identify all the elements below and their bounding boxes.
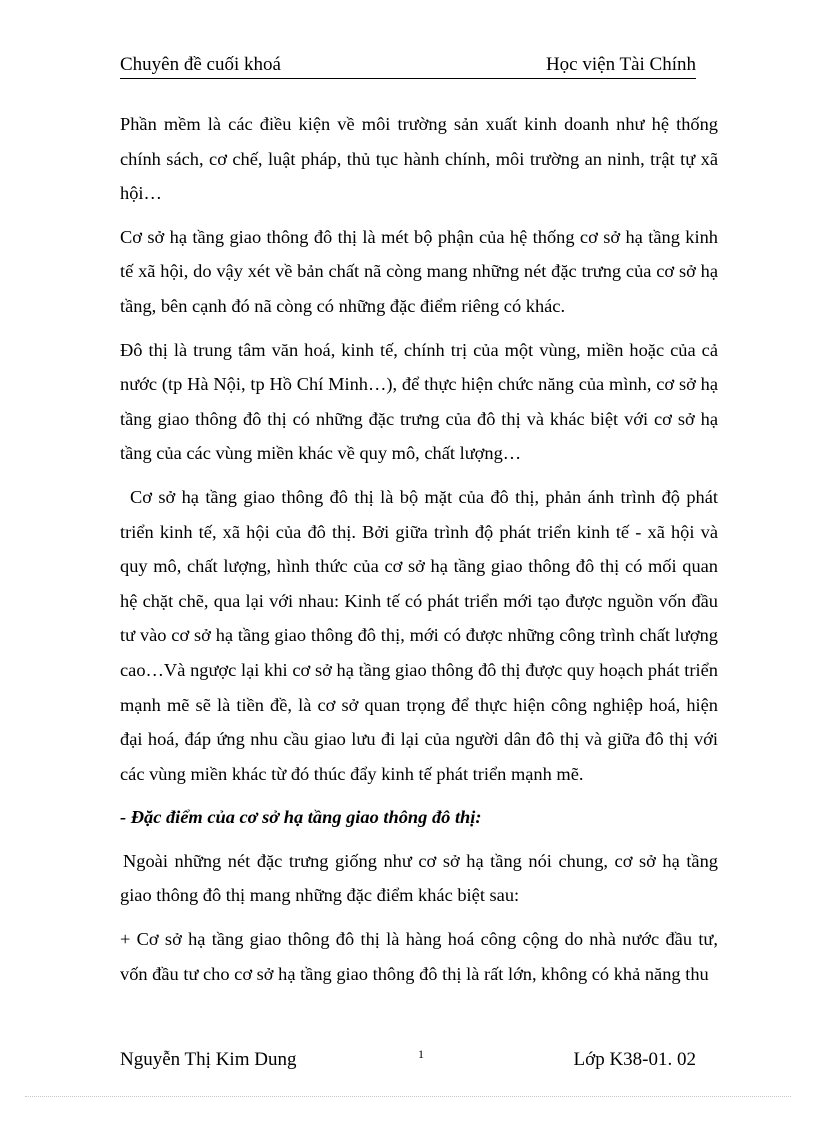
footer-page-number: 1 — [418, 1047, 424, 1061]
paragraph-differences: Ngoài những nét đặc trưng giống như cơ sở hạ tầng nói chung, cơ sở hạ tầng giao thông đô thị mang những đặc điểm khác biệt sau: — [120, 850, 718, 906]
footer-class: Lớp K38-01. 02 — [573, 1049, 696, 1070]
header-left-title: Chuyên đề cuối khoá — [120, 54, 281, 75]
paragraph-urban-center: Đô thị là trung tâm văn hoá, kinh tế, chính trị của một vùng, miền hoặc của cả nước (tp Hà Nội, tp Hồ Chí Minh…), để thực hiện chức năng của mình, cơ sở hạ tầng giao thông đô thị có những đặc trưng của đô thị và khác biệt với cơ sở hạ tầng của các vùng miền khác về quy mô, chất lượng… — [120, 339, 718, 464]
paragraph-urban-face: Cơ sở hạ tầng giao thông đô thị là bộ mặt của đô thị, phản ánh trình độ phát triển kinh tế, xã hội của đô thị. Bởi giữa trình độ phát triển kinh tế - xã hội và quy mô, chất lượng, hình thức của cơ sở hạ tầng giao thông đô thị có mối quan hệ chặt chẽ, qua lại với nhau: Kinh tế có phát triển mới tạo được nguồn vốn đầu tư vào cơ sở hạ tầng giao thông đô thị, mới có được những công trình chất lượng cao…Và ngược lại khi cơ sở hạ tầng giao thông đô thị được quy hoạch phát triển mạnh mẽ sẽ là tiền đề, là cơ sở quan trọng để thực hiện công nghiệp hoá, hiện đại hoá, đáp ứng nhu cầu giao lưu đi lại của người dân đô thị và giữa đô thị với các vùng miền khác từ đó thúc đẩy kinh tế phát triển mạnh mẽ. — [120, 486, 718, 784]
document-body — [120, 107, 718, 1000]
footer-author: Nguyễn Thị Kim Dung — [120, 1049, 297, 1070]
page-header — [120, 50, 696, 79]
page-edge-divider — [25, 1096, 791, 1097]
header-right-title: Học viện Tài Chính — [545, 54, 696, 75]
page-footer — [120, 1047, 696, 1077]
paragraph-software: Phần mềm là các điều kiện về môi trường sản xuất kinh doanh như hệ thống chính sách, cơ chế, luật pháp, thủ tục hành chính, môi trường an ninh, trật tự xã hội… — [120, 114, 718, 204]
section-heading-characteristics: - Đặc điểm của cơ sở hạ tầng giao thông đô thị: — [120, 807, 482, 828]
paragraph-infrastructure-part: Cơ sở hạ tầng giao thông đô thị là mét bộ phận của hệ thống cơ sở hạ tầng kinh tế xã hội, do vậy xét về bản chất nã còng mang những nét đặc trưng của cơ sở hạ tầng, bên cạnh đó nã còng có những đặc điểm riêng có khác. — [120, 226, 718, 316]
paragraph-public-goods: + Cơ sở hạ tầng giao thông đô thị là hàng hoá công cộng do nhà nước đầu tư, vốn đầu tư cho cơ sở hạ tầng giao thông đô thị là rất lớn, không có khả năng thu — [120, 929, 718, 984]
